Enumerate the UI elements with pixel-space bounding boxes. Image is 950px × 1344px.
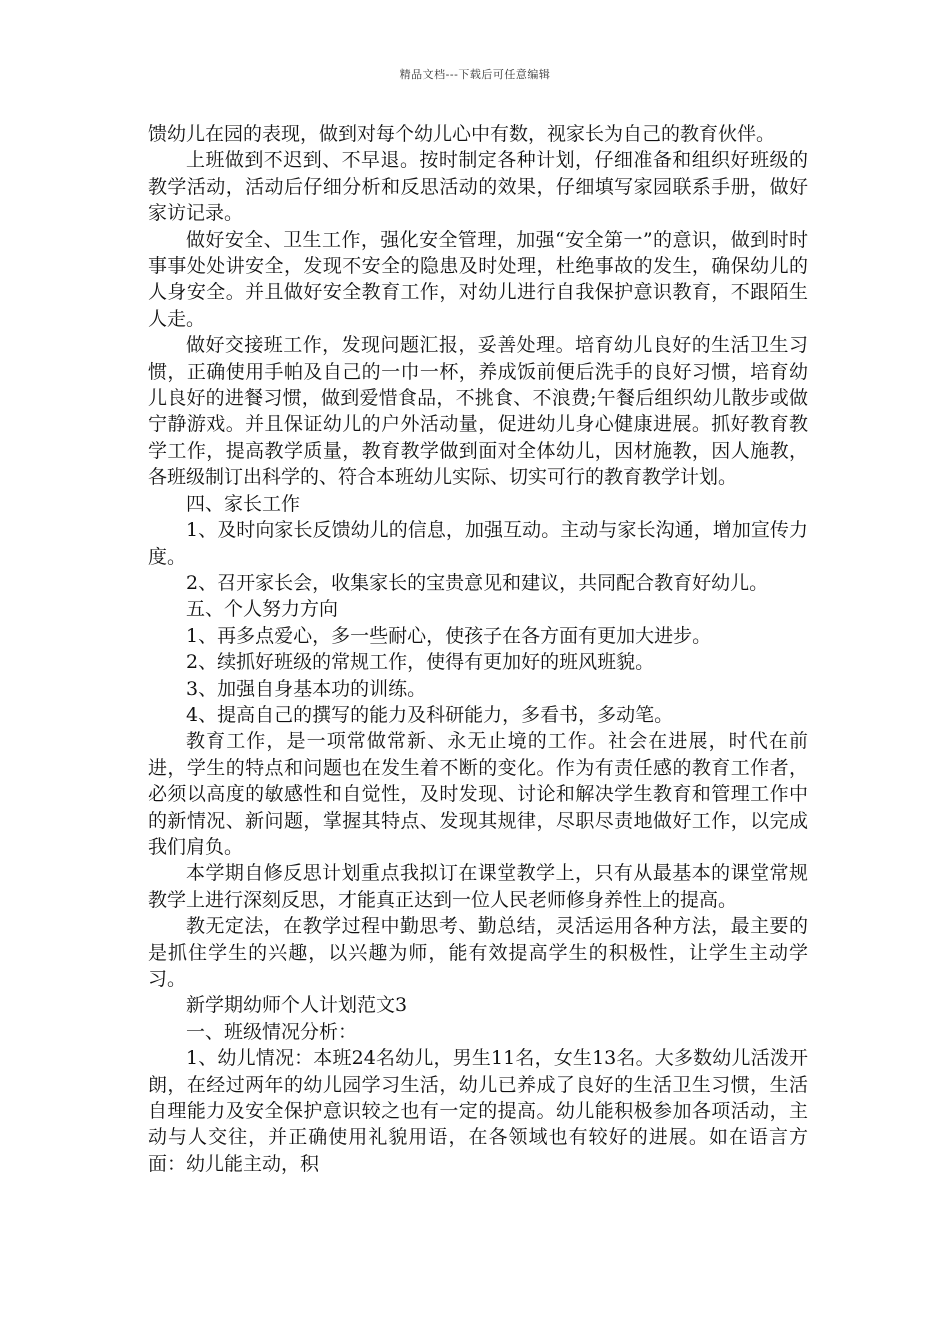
page-header: 精品文档---下载后可任意编辑 — [399, 68, 551, 81]
paragraph: 上班做到不迟到、不早退。按时制定各种计划，仔细准备和组织好班级的教学活动，活动后仔细分析和反思活动的效果，仔细填写家园联系手册，做好家访记录。 — [148, 149, 808, 225]
paragraph: 本学期自修反思计划重点我拟订在课堂教学上，只有从最基本的课堂常规教学上进行深刻反思，才能真正达到一位人民老师修身养性上的提高。 — [148, 862, 808, 911]
paragraph: 做好安全、卫生工作，强化安全管理，加强“安全第一”的意识，做到时时事事处处讲安全，发现不安全的隐患及时处理，杜绝事故的发生，确保幼儿的人身安全。并且做好安全教育工作，对幼儿进行自我保护意识教育，不跟陌生人走。 — [148, 228, 808, 330]
section-heading: 一、班级情况分析： — [186, 1020, 358, 1043]
paragraph: 教育工作，是一项常做常新、永无止境的工作。社会在进展，时代在前进，学生的特点和问题也在发生着不断的变化。作为有责任感的教育工作者，必须以高度的敏感性和自觉性，及时发现、讨论和解决学生教育和管理工作中的新情况、新问题，掌握其特点、发现其规律，尽职尽责地做好工作，以完成我们肩负。 — [148, 730, 808, 858]
section-heading: 五、个人努力方向 — [186, 598, 339, 621]
paragraph: 2、召开家长会，收集家长的宝贵意见和建议，共同配合教育好幼儿。 — [186, 571, 769, 594]
paragraph: 馈幼儿在园的表现，做到对每个幼儿心中有数，视家长为自己的教育伙伴。 — [148, 123, 776, 145]
list-item: 2、续抓好班级的常规工作，使得有更加好的班风班貌。 — [186, 651, 655, 674]
paragraph: 1、及时向家长反馈幼儿的信息，加强互动。主动与家长沟通，增加宣传力度。 — [148, 519, 808, 568]
document-body — [148, 121, 808, 1177]
paragraph: 做好交接班工作，发现问题汇报，妥善处理。培育幼儿良好的生活卫生习惯，正确使用手帕及自己的一巾一杯，养成饭前便后洗手的良好习惯，培育幼儿良好的进餐习惯，做到爱惜食品，不挑食、不浪费;午餐后组织幼儿散步或做宁静游戏。并且保证幼儿的户外活动量，促进幼儿身心健康进展。抓好教育教学工作，提高教学质量，教育教学做到面对全体幼儿，因材施教，因人施教，各班级制订出科学的、符合本班幼儿实际、切实可行的教育教学计划。 — [148, 334, 808, 489]
document-subtitle: 新学期幼师个人计划范文3 — [186, 994, 408, 1017]
paragraph: 教无定法，在教学过程中勤思考、勤总结，灵活运用各种方法，最主要的是抓住学生的兴趣，以兴趣为师，能有效提高学生的积极性，让学生主动学习。 — [148, 915, 808, 990]
list-item: 1、再多点爱心，多一些耐心，使孩子在各方面有更加大进步。 — [186, 624, 712, 647]
paragraph: 1、幼儿情况：本班24名幼儿，男生11名，女生13名。大多数幼儿活泼开朗，在经过两年的幼儿园学习生活，幼儿已养成了良好的生活卫生习惯，生活自理能力及安全保护意识较之也有一定的提高。幼儿能积极参加各项活动，主动与人交往，并正确使用礼貌用语，在各领域也有较好的进展。如在语言方面：幼儿能主动，积 — [148, 1047, 808, 1175]
section-heading: 四、家长工作 — [186, 492, 301, 515]
list-item: 4、提高自己的撰写的能力及科研能力，多看书，多动笔。 — [186, 703, 674, 726]
list-item: 3、加强自身基本功的训练。 — [186, 677, 427, 700]
